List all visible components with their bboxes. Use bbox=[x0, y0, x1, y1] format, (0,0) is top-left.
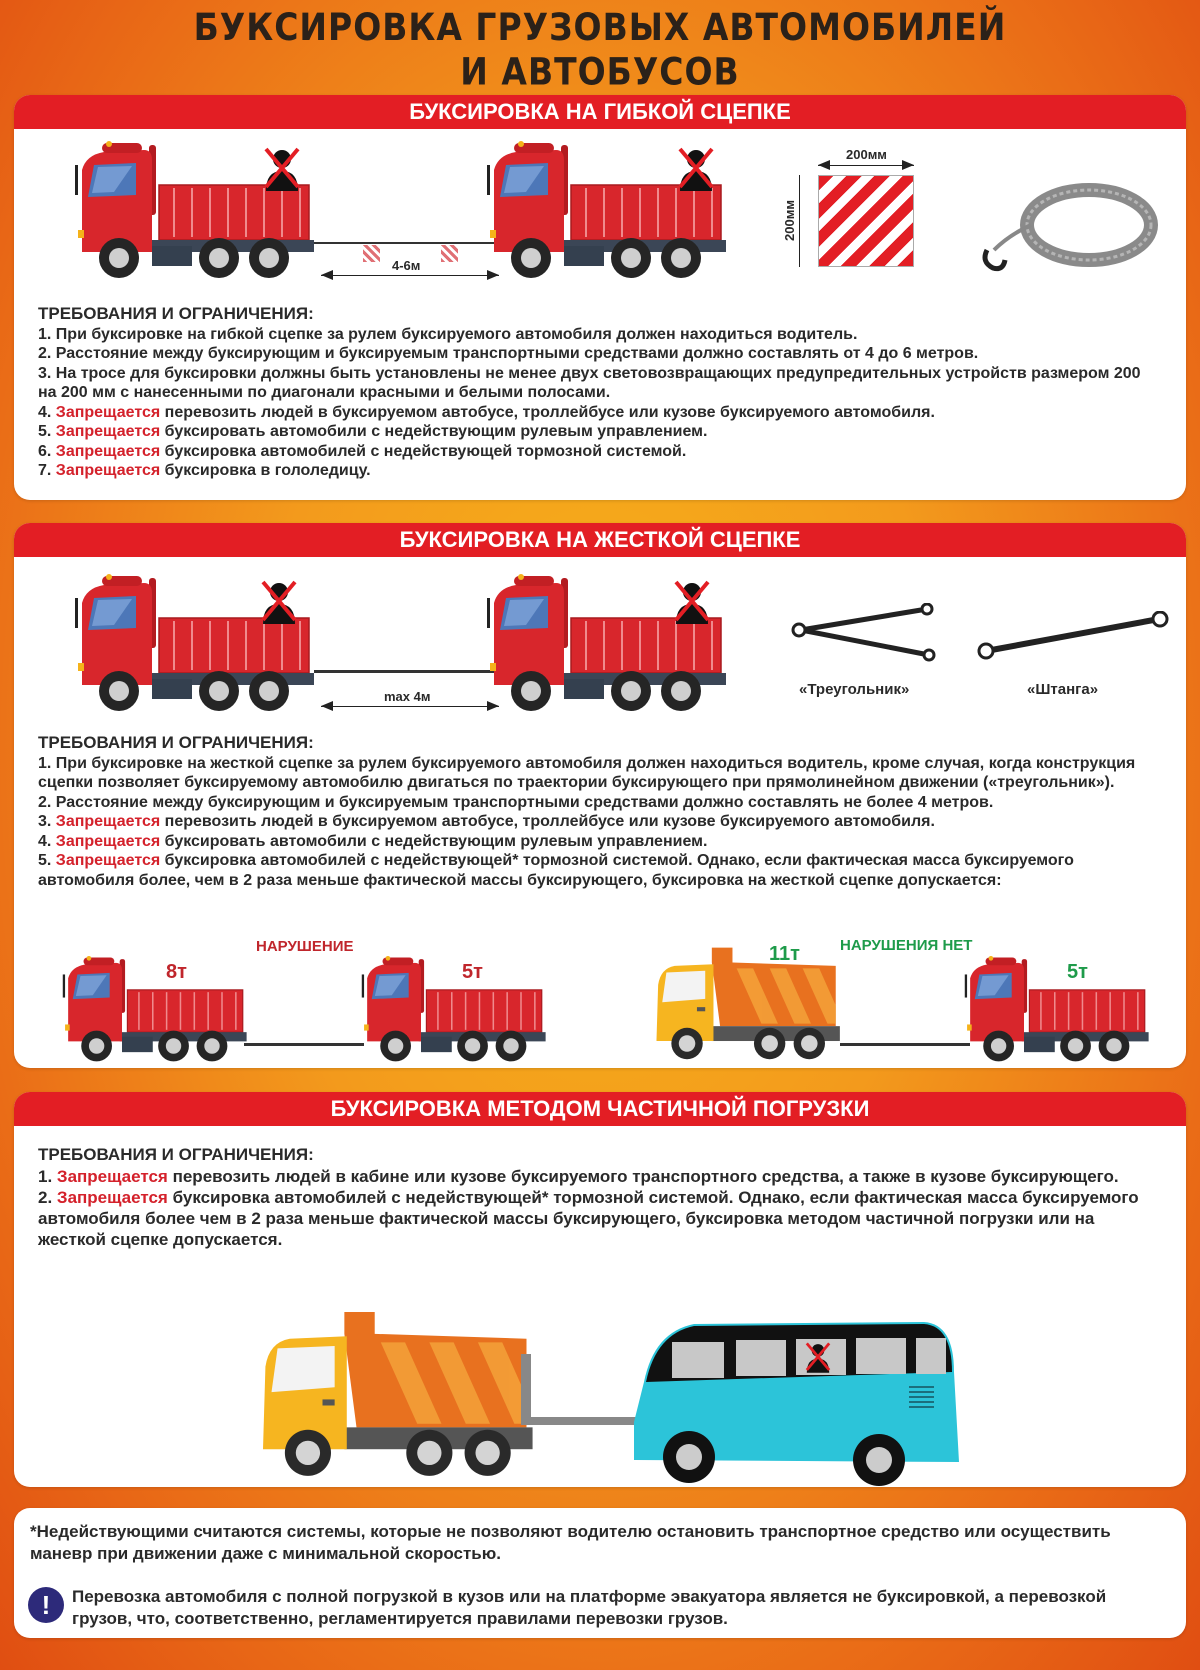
no-passengers-icon bbox=[672, 580, 712, 626]
requirement-item: 5. Запрещается буксировка автомобилей с недействующей* тормозной системой. Однако, если фактическая масса буксируемого автомобиля более, чем в 2 раза меньше фактической массы буксирующего, буксировка на жесткой сцепке допускается: bbox=[38, 852, 1074, 889]
requirement-item: 4. Запрещается буксировать автомобили с недействующим рулевым управлением. bbox=[38, 832, 708, 850]
flexible-towing-panel bbox=[14, 95, 1186, 500]
distance-label: max 4м bbox=[384, 689, 431, 704]
requirement-item: 7. Запрещается буксировка в гололедицу. bbox=[38, 462, 371, 479]
requirements-title: ТРЕБОВАНИЯ И ОГРАНИЧЕНИЯ: bbox=[38, 304, 314, 323]
requirement-item: 1. При буксировке на гибкой сцепке за рулем буксируемого автомобиля должен находиться водитель. bbox=[38, 325, 858, 343]
truck-5t-illustration bbox=[361, 955, 561, 1067]
requirement-item: 1. При буксировке на жесткой сцепке за рулем буксируемого автомобиля должен находиться водитель, кроме случая, когда конструкция сцепки позволяет буксируемому автомобилю двигаться по траектории буксирующего при прямолинейном движении («треугольник»). bbox=[38, 754, 1136, 791]
minibus-illustration bbox=[624, 1312, 964, 1487]
requirement-item: 6. Запрещается буксировка автомобилей с недействующей тормозной системой. bbox=[38, 442, 687, 460]
tow-bar bbox=[314, 670, 504, 673]
info-exclamation-icon: ! bbox=[28, 1587, 64, 1623]
warning-sign-marker-icon bbox=[441, 245, 458, 262]
requirement-item: 3. На тросе для буксировки должны быть установлены не менее двух световозвращающих предупредительных устройств размером 200 на 200 мм с нанесенными по диагонали красными и белыми полосами. bbox=[38, 364, 1141, 401]
tow-bar bbox=[840, 1043, 970, 1046]
requirements-list bbox=[38, 1144, 1162, 1250]
distance-arrow bbox=[321, 275, 499, 276]
tow-cable bbox=[314, 242, 504, 244]
poster-title bbox=[0, 5, 1200, 95]
warning-sign-icon bbox=[818, 175, 914, 267]
requirement-item: 5. Запрещается буксировать автомобили с недействующим рулевым управлением. bbox=[38, 423, 708, 440]
info-note-text: Перевозка автомобиля с полной погрузкой в кузов или на платформе эвакуатора является не буксировкой, а перевозкой грузов, что, соответственно, регламентируется правилами перевозки грузов. bbox=[72, 1587, 1107, 1628]
towed-mass-label: 5т bbox=[1067, 961, 1088, 983]
sign-width-arrow bbox=[818, 165, 914, 166]
towed-mass-label: 5т bbox=[462, 961, 483, 983]
partial-loading-panel bbox=[14, 1092, 1186, 1487]
tow-bar bbox=[244, 1043, 364, 1046]
title-line-1: БУКСИРОВКА ГРУЗОВЫХ АВТОМОБИЛЕЙ bbox=[193, 5, 1007, 49]
no-violation-status-label: НАРУШЕНИЯ НЕТ bbox=[840, 937, 973, 954]
dump-truck-illustration bbox=[254, 1312, 544, 1482]
requirement-item: 3. Запрещается перевозить людей в буксируемом автобусе, троллейбусе или кузове буксируемого автомобиля. bbox=[38, 813, 935, 830]
triangle-towbar-icon bbox=[789, 603, 939, 663]
requirement-item: 2. Запрещается буксировка автомобилей с недействующей* тормозной системой. Однако, если фактическая масса буксируемого автомобиля более чем в 2 раза меньше фактической массы буксирующего, буксировка методом частичной погрузки или на жесткой сцепке допускается. bbox=[38, 1188, 1139, 1249]
no-passengers-icon bbox=[259, 580, 299, 626]
requirement-item: 1. Запрещается перевозить людей в кабине или кузове буксируемого транспортного средства, а также в кузове буксирующего. bbox=[38, 1167, 1119, 1186]
requirement-item: 2. Расстояние между буксирующим и буксируемым транспортными средствами должно составлять не более 4 метров. bbox=[38, 793, 994, 811]
rigid-towing-panel bbox=[14, 523, 1186, 1068]
distance-arrow bbox=[321, 706, 499, 707]
section-header: БУКСИРОВКА НА ЖЕСТКОЙ СЦЕПКЕ bbox=[14, 523, 1186, 557]
no-passengers-icon bbox=[262, 147, 302, 193]
title-line-2: И АВТОБУСОВ bbox=[460, 50, 740, 94]
requirements-list bbox=[38, 733, 1162, 890]
tow-cable-coil-icon bbox=[969, 180, 1159, 280]
violation-status-label: НАРУШЕНИЕ bbox=[256, 938, 354, 955]
requirements-title: ТРЕБОВАНИЯ И ОГРАНИЧЕНИЯ: bbox=[38, 733, 314, 752]
section-header: БУКСИРОВКА НА ГИБКОЙ СЦЕПКЕ bbox=[14, 95, 1186, 129]
requirements-title: ТРЕБОВАНИЯ И ОГРАНИЧЕНИЯ: bbox=[38, 1145, 314, 1164]
requirements-list bbox=[38, 304, 1162, 481]
heavy-truck-8t-illustration bbox=[62, 955, 262, 1067]
footnote-text: *Недействующими считаются системы, которые не позволяют водителю остановить транспортное средство или осуществить маневр при движении даже с минимальной скоростью. bbox=[30, 1522, 1111, 1563]
dump-truck-11t-illustration bbox=[654, 943, 844, 1068]
truck-5t-illustration bbox=[964, 955, 1164, 1067]
requirement-item: 4. Запрещается перевозить людей в буксируемом автобусе, троллейбусе или кузове буксируемого автомобиля. bbox=[38, 403, 935, 421]
requirement-item: 2. Расстояние между буксирующим и буксируемым транспортными средствами должно составлять от 4 до 6 метров. bbox=[38, 345, 979, 362]
straight-towbar-icon bbox=[974, 611, 1174, 661]
triangle-towbar-label: «Треугольник» bbox=[799, 681, 910, 698]
no-passengers-icon bbox=[676, 147, 716, 193]
sign-height-label: 200мм bbox=[781, 200, 797, 241]
distance-label: 4-6м bbox=[392, 258, 421, 273]
straight-towbar-label: «Штанга» bbox=[1027, 681, 1099, 698]
sign-width-label: 200мм bbox=[846, 147, 887, 162]
warning-sign-marker-icon bbox=[363, 245, 380, 262]
tow-mass-label: 8т bbox=[166, 961, 187, 983]
section-header: БУКСИРОВКА МЕТОДОМ ЧАСТИЧНОЙ ПОГРУЗКИ bbox=[14, 1092, 1186, 1126]
tow-mass-label: 11т bbox=[769, 943, 800, 965]
sign-height-arrow bbox=[799, 175, 800, 267]
